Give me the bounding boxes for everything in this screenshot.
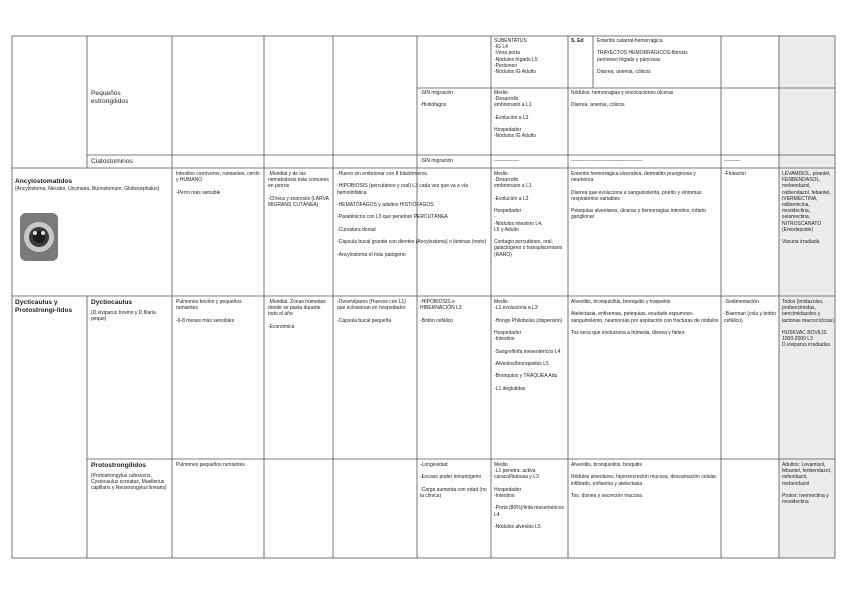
dicty-hypobiosis: -HIPOBIOSIS e HIBERNACIÓN L3 -Botón cefálico: [420, 299, 462, 324]
strongylus-edentatus-cycle: SUBENTATUS -IG L4 -Vena porta -Nódulos hígado L5 -Peritoneo -Nódulos IG Adulto: [494, 38, 538, 76]
dicty-diagnosis: -Sedimentación -Baerman (cola y botón cefálico): [724, 299, 776, 324]
proto-life-cycle: Medio -L1 penetra. activa caracol/babosa y L3 Hospedador -Intestino -Porta (80%)/linfa mesentéricos L4 -Nódulos alveolos L5: [494, 462, 565, 531]
ciatos-dash-medio: ---------------: [494, 158, 519, 164]
sed-pathology: Enteritis catarral-hemorrágica TRAYECTOS HEMORRÁGICOS-fibrosis peritoneo hígado y páncreas Diarrea, anemia, cólicos: [597, 38, 688, 76]
dicty-species: (D.viviparus bovino y D.filaria peque): [91, 310, 156, 323]
sed-label: S. Ed: [571, 38, 584, 44]
pequenos-life-cycle: Medio -Desarrollo embrionario a L1 -Evolución a L3 Hospedador -Nódulos IG Adulto: [494, 90, 536, 140]
ancylo-host: Intestino carnívoros, rumiantes, cerdo y HUMANO -Perro más sensible: [176, 171, 260, 196]
ancylo-species: (Ancylostoma, Necator, Uncinaria, Bunostomum, Globocephalus): [15, 186, 160, 192]
proto-treatment: Adultos: Levamisol, febantel, fenbendazol, oxfendazol, mebendazol Protos: ivermectina y moxidectina: [782, 462, 832, 506]
dicty-host: Pulmones bovino y pequeños rumiantes -6-8 meses más sensibles: [176, 299, 242, 324]
dicty-epidemiology: -Mundial. Zonas húmedas donde se pasta durante todo el año -Económica: [268, 299, 326, 330]
pequenos-symptoms: Nódulos, hemorragias y encocaciones úlceras Diarrea, anemia, cólicos: [571, 90, 674, 109]
dicty-title: Dycticaulus y Protostrongí-lidos: [15, 299, 73, 314]
ciatos-dash-symptoms: -------------------------------------------: [571, 158, 643, 164]
proto-longevity: -Longevidad -Escaso poder inmunógeno -Carga aumenta con edad (no la clínica): [420, 462, 487, 500]
pequenos-migration: -SIN migración -Histiófagos: [420, 90, 454, 109]
ancylo-diagnosis: -Flotación: [724, 171, 746, 177]
proto-subtitle: Protostrongílidos: [91, 462, 146, 469]
pequenos-title: Pequeños estrongílidos: [91, 90, 129, 105]
proto-species: (Protostrongylus rufescens, Cystocaulus ocreatus, Muellerius capillaris y Neostrongylus linearis): [91, 473, 167, 492]
ancylo-heading: [15, 171, 165, 193]
ciatos-migration: -SIN migración: [420, 158, 454, 164]
ciatos-dash-diag: ----------: [724, 158, 741, 164]
ancylo-life-cycle: Medio -Desarrollo embrionario a L1 -Evolución a L3 Hospedador - -Nódulos intestino L4, L5 y Adulto Contagio percutáneo, oral, galactógeno o transplacentario (RARO): [494, 171, 563, 258]
ancylo-epidemiology: -Mundial y de las nematodosis más comunes en perros -Clínica y zoonosis (LARVA MIGRANS CUTÁNEA): [268, 171, 329, 209]
dicty-subtitle: Dyctiocaulus: [91, 299, 133, 306]
dicty-symptoms: Alveolitis, bronquiolitis, bronquitis y traqueitis Atelectasia, enfisemas, petequias, exudado espumoso-sanguinolento, neumonías por aspiración con fracturas de nódulos Tos seca que evoluciona a húmeda, disnea y fiebre: [571, 299, 719, 337]
ancylo-treatment: LEVAMISOL, pirantel, FENBENDASOL, mebendazol, oxibendazol, febantel, IVERMECTINA, milbemicina, moxidectina, selamectina, NITROSCANATO (Emodepside) Vacuna irradiada: [782, 171, 831, 246]
dicty-life-cycle: Medio -L1 evoluciona a L3 -Hongo Philobolus (dispersión) Hospedador -Intestino -Sangre/linfa mesentéricos L4 -Alveolos/bronquiolos L5 -Bronquios y TRÁQUEA Adu -L1 deglutidas: [494, 299, 563, 392]
ciatos-title: Ciatostominos: [91, 158, 133, 165]
dicty-treatment: Todos (imidazoles, probencimidas, bencimidazoles y lactonas macrocíclicas) HUSKVAC BOVILIS 1000-2000 L3 D.viviparus irradiadas: [782, 299, 834, 349]
ancylo-biology: -Huevo sin embrionar con 8 blastómeros -HIPOBIOSIS (percutáneo y oral) L3 cada vez que va a vía hemolinfática -HEMATÓFAGOS y adultos HISTIÓFAGOS -Paraténicos con L3 que penetran PERCUTÁNEA -Curvatura dorsal -Cápsula bucal grande con dientes (Ancylostoma) o láminas (resto) -Ancylostoma el más patógeno: [337, 171, 487, 258]
ancylo-title: Ancylostomatidos: [15, 178, 73, 185]
proto-host: Pulmones pequeños rumiantes: [176, 462, 245, 468]
ancylo-symptoms: Enteritis hemorrágica-ulcerativa, dermatitis pruriginosa y neumonía Diarrea que evoluciona a sanguinolenta, prurito y síntomas respiratorios variables Petequias alveolares, úlceras y hemorragias intestino, infarto ganglionar: [571, 171, 707, 221]
dicty-biology: -Ovovivíparos (Huevos con L1) que eclosionan en hospedador -Cápsula bucal pequeña: [337, 299, 406, 324]
proto-symptoms: Alveolitis, bronquiolitis, broquitis Nódulos alveolares, hipersecreción mucosa, descamación celular, infiltrado, enfisema y atelectasia Tos, disnea y secreción mucosa: [571, 462, 718, 500]
ancylostoma-mouth-micrograph: [20, 213, 58, 261]
